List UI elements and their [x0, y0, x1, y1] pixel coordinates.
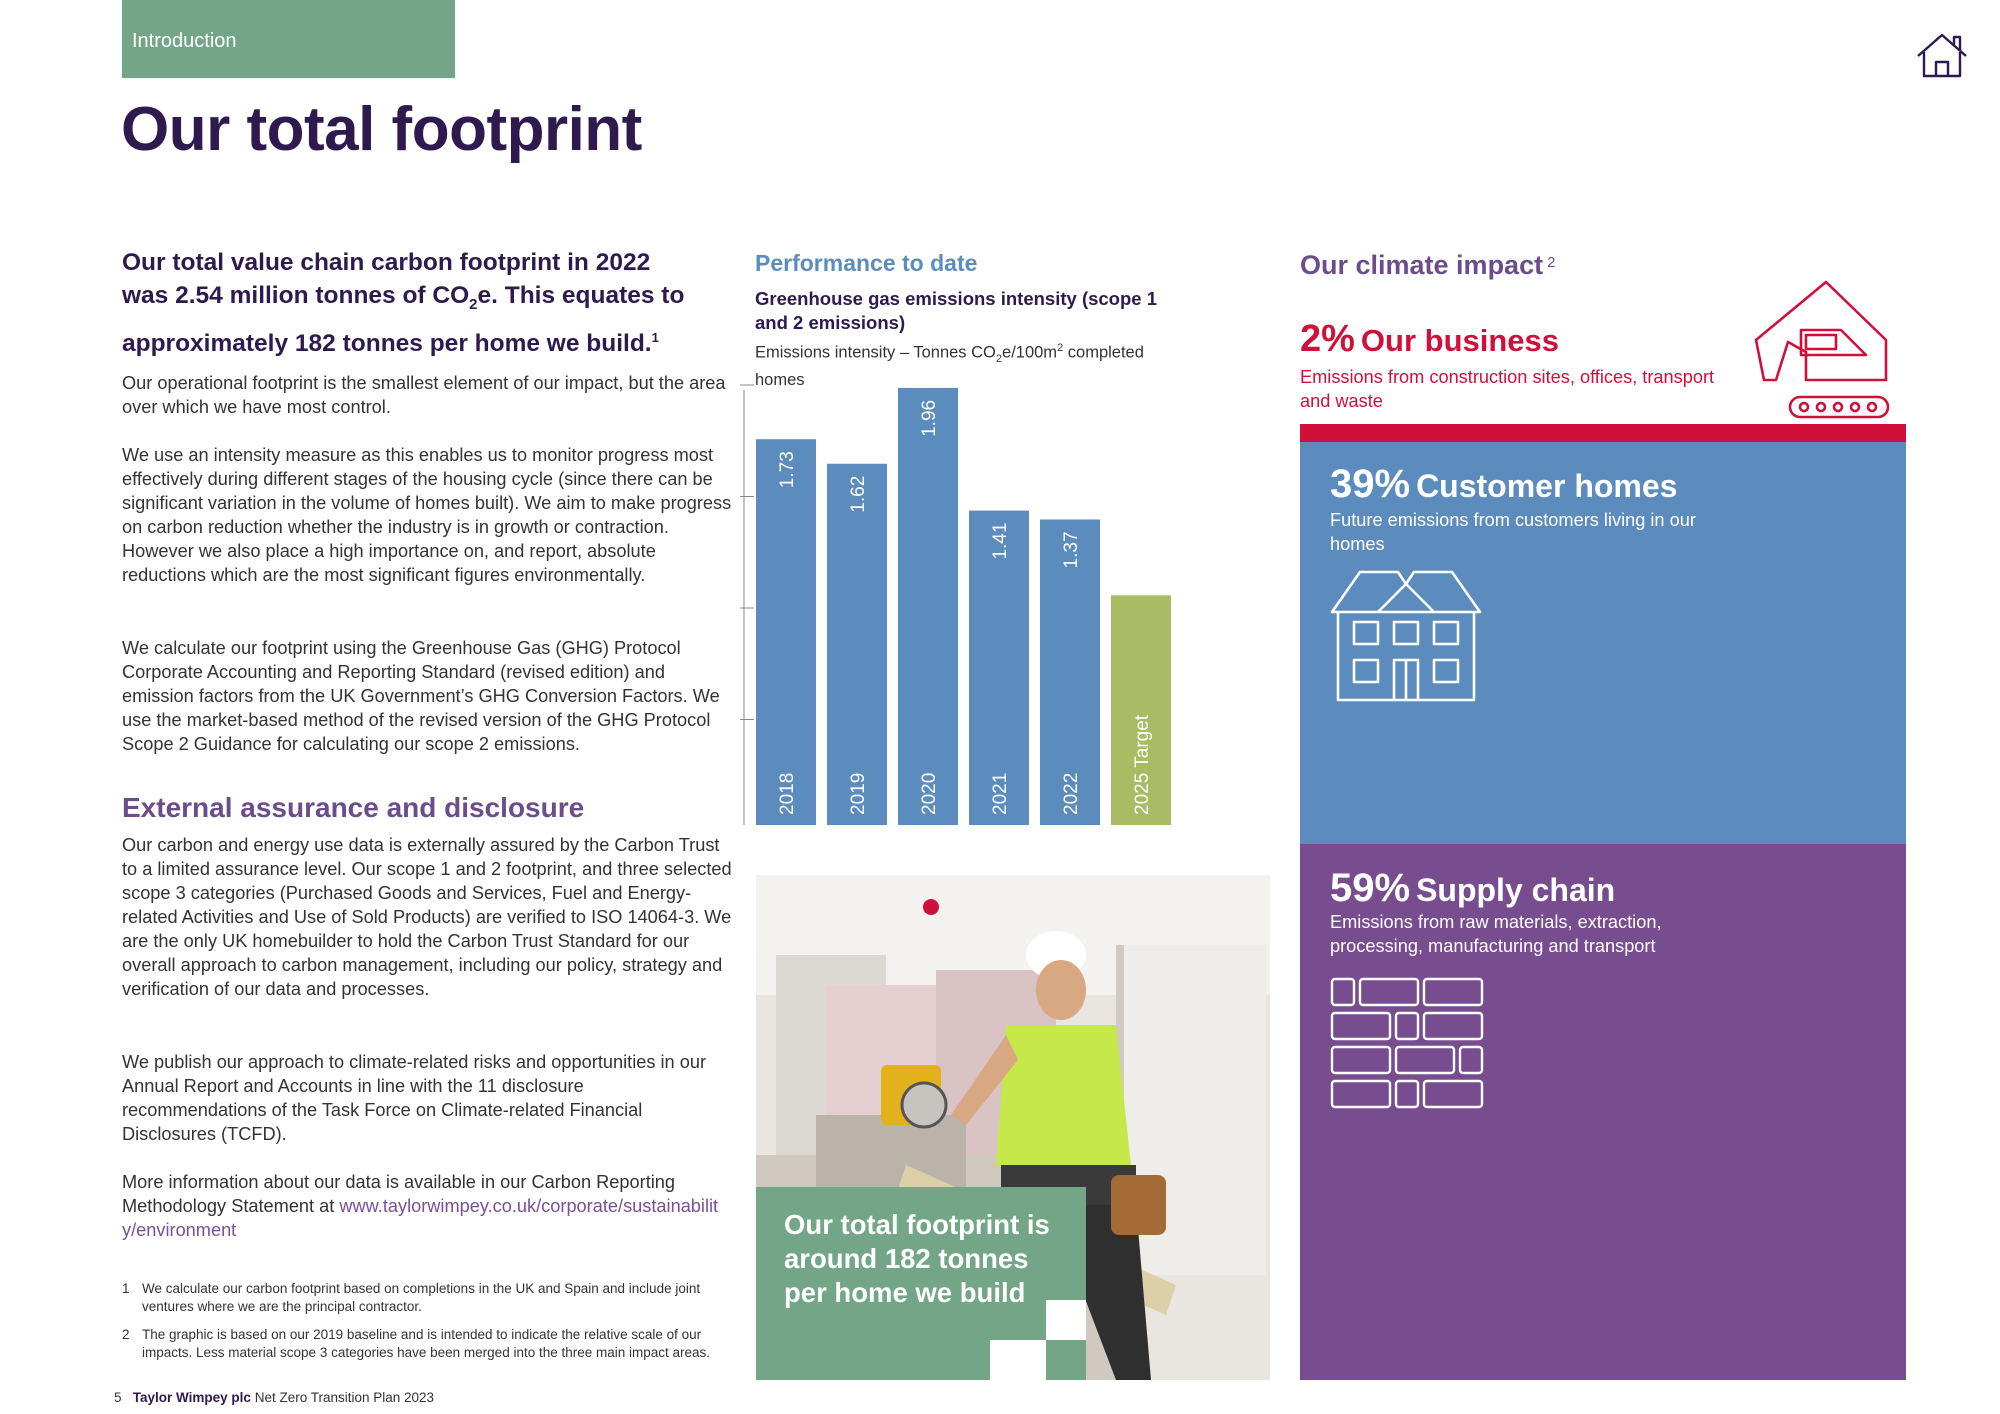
- paragraph-intensity: We use an intensity measure as this enables us to monitor progress most effectively during different stages of the housing cycle (since there can be significant variation in the volume of homes built). We aim to make progress on carbon reduction whether the industry is in growth or contraction. However we also place a high importance on, and report, absolute reductions which are the most significant figures environmentally.: [122, 445, 732, 585]
- category-label: 2018: [777, 772, 798, 815]
- pixel-decoration: [990, 1300, 1086, 1380]
- customer-homes-panel: [1300, 442, 1906, 844]
- business-description: Emissions from construction sites, offices, transport and waste: [1300, 367, 1715, 411]
- customer-homes-description: Future emissions from customers living in our homes: [1330, 510, 1696, 554]
- value-label: 1.96: [919, 399, 940, 437]
- paragraph-assurance: Our carbon and energy use data is externally assured by the Carbon Trust to a limited assurance level. Our scope 1 and 2 footprint, and three selected scope 3 categories (Purchased Goods and Services, Fuel and Energy-related Activities and Use of Sold Products) are verified to ISO 14064-3. We are the only UK homebuilder to hold the Carbon Trust Standard for our overall approach to carbon management, including our policy, strategy and verification of our data and processes.: [122, 835, 732, 999]
- paragraph-tcfd: We publish our approach to climate-related risks and opportunities in our Annual Report and Accounts in line with the 11 disclosure recommendations of the Task Force on Climate-related Financial Disclosures (TCFD).: [122, 1052, 706, 1144]
- category-label: 2020: [919, 772, 940, 815]
- page-footer: 5 Taylor Wimpey plc Net Zero Transition Plan 2023: [114, 1390, 435, 1405]
- value-label: 1.62: [848, 475, 869, 513]
- supply-chain-panel: [1300, 844, 1906, 1380]
- customer-homes-share: 39% Customer homes: [1330, 462, 1678, 506]
- chart-subtitle: Greenhouse gas emissions intensity (scope 1 and 2 emissions): [755, 288, 1157, 333]
- footnote-2: 2 The graphic is based on our 2019 baseline and is intended to indicate the relative scale of our impacts. Less material scope 3 categories have been merged into the three main impact areas.: [122, 1327, 711, 1360]
- house-icon: [1330, 570, 1482, 707]
- bar-2020: [898, 388, 958, 825]
- footprint-callout-text: Our total footprint is around 182 tonnes per home we build: [784, 1209, 1050, 1308]
- footnote-1: 1 We calculate our carbon footprint based on completions in the UK and Spain and include joint ventures where we are the principal contractor.: [122, 1281, 701, 1314]
- excavator-icon: [1746, 280, 1896, 425]
- supply-chain-share: 59% Supply chain: [1330, 866, 1616, 910]
- category-label: 2021: [990, 772, 1011, 815]
- category-label: 2019: [848, 772, 869, 815]
- bar-2018: [756, 439, 816, 825]
- assurance-heading: External assurance and disclosure: [122, 792, 585, 823]
- value-label: 1.41: [990, 522, 1011, 560]
- climate-impact-title: Our climate impact $^2$: [1300, 250, 1556, 280]
- emissions-bar-chart: [740, 380, 1180, 830]
- bricks-icon: [1330, 977, 1484, 1114]
- value-label: 1.73: [777, 451, 798, 489]
- paragraph-methodology: We calculate our footprint using the Greenhouse Gas (GHG) Protocol Corporate Accounting and Reporting Standard (revised edition) and emission factors from the UK Government’s GHG Conversion Factors. We use the market-based method of the revised version of the GHG Protocol Scope 2 Guidance for calculating our scope 2 emissions.: [122, 638, 720, 754]
- section-tab[interactable]: [122, 0, 455, 78]
- value-label: 1.37: [1061, 531, 1082, 569]
- intro-statement: Our total value chain carbon footprint in 2022 was 2.54 million tonnes of $CO_2e$. This equates to approximately 182 tonnes per home we build.$^1$: [122, 249, 685, 358]
- business-bar: [1300, 424, 1906, 442]
- section-tab-label: Introduction: [132, 30, 237, 52]
- page-title: Our total footprint: [121, 95, 642, 164]
- paragraph-more-info: More information about our data is available in our Carbon Reporting Methodology Statement at www.taylorwimpey.co.uk/corporate/sustainability/environment: [122, 1172, 719, 1240]
- business-share: 2% Our business: [1300, 318, 1560, 360]
- category-label: 2025 Target: [1132, 714, 1153, 815]
- performance-title: Performance to date: [755, 250, 978, 276]
- paragraph-operational: Our operational footprint is the smallest element of our impact, but the area over which we have most control.: [122, 373, 726, 417]
- bar-2019: [827, 464, 887, 825]
- supply-chain-description: Emissions from raw materials, extraction, processing, manufacturing and transport: [1330, 912, 1662, 956]
- chart-unit-label: Emissions intensity – Tonnes $CO_2e/100m^2$ completed homes: [755, 342, 1144, 389]
- category-label: 2022: [1061, 772, 1082, 815]
- methodology-link[interactable]: www.taylorwimpey.co.uk/corporate/sustainability/environment: [122, 1196, 719, 1240]
- home-icon[interactable]: [1916, 32, 1968, 78]
